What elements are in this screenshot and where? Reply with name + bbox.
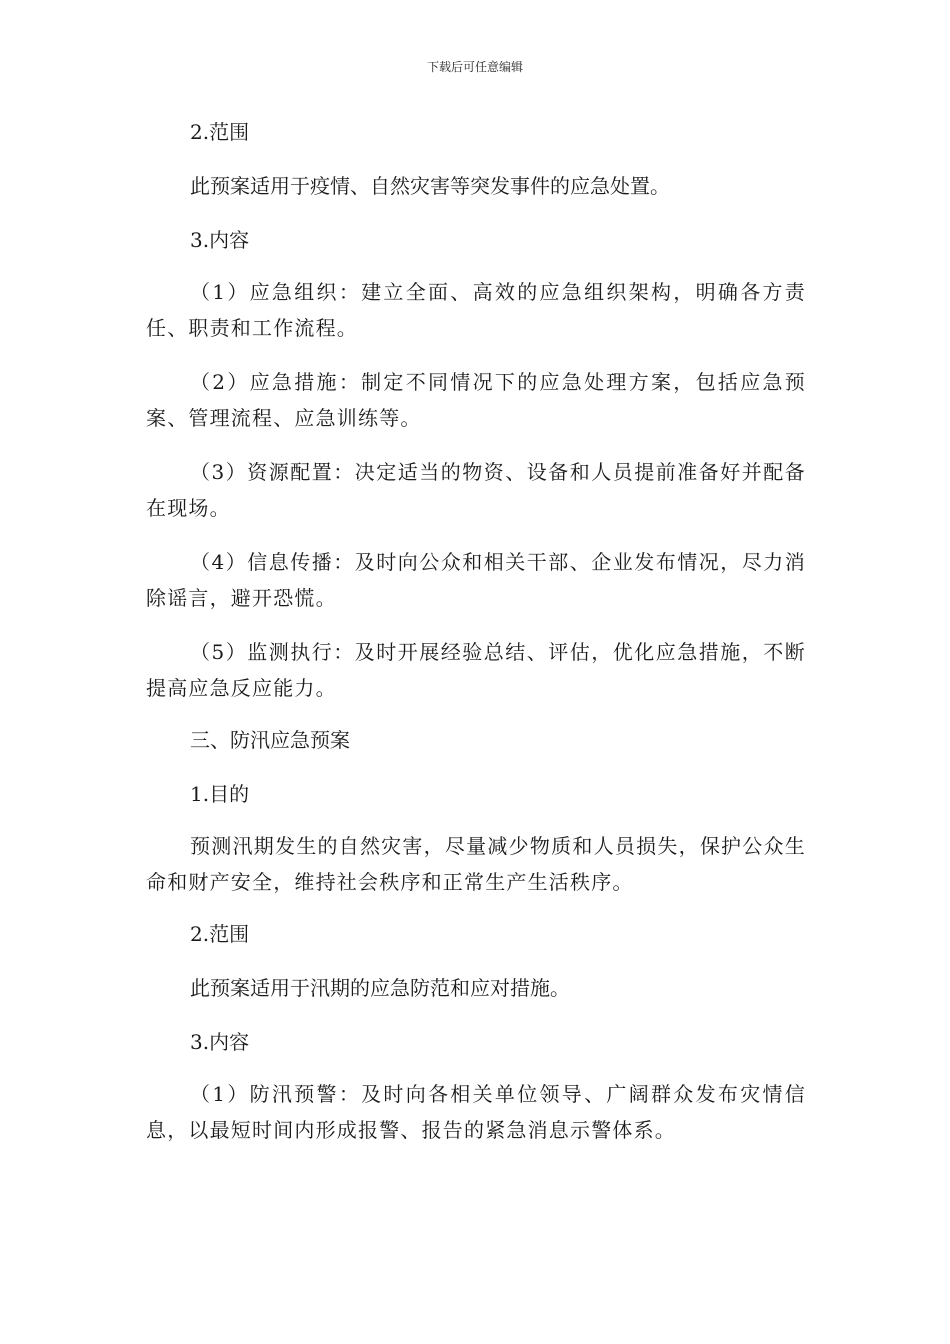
paragraph-item-5: （5）监测执行：及时开展经验总结、评估，优化应急措施，不断提高应急反应能力。	[146, 640, 806, 700]
paragraph-item-2: （2）应急措施：制定不同情况下的应急处理方案，包括应急预案、管理流程、应急训练等。	[146, 370, 806, 430]
paragraph-item-3: （3）资源配置：决定适当的物资、设备和人员提前准备好并配备在现场。	[146, 460, 806, 520]
document-body	[146, 112, 806, 1148]
chapter-heading-flood: 三、防汛应急预案	[190, 728, 350, 752]
paragraph-item-1: （1）应急组织：建立全面、高效的应急组织架构，明确各方责任、职责和工作流程。	[146, 280, 806, 340]
section-heading-content-2: 3.内容	[190, 1030, 250, 1054]
paragraph-purpose: 预测汛期发生的自然灾害，尽量减少物质和人员损失，保护公众生命和财产安全，维持社会秩序和正常生产生活秩序。	[146, 834, 806, 894]
section-heading-purpose: 1.目的	[190, 782, 250, 806]
paragraph-item-4: （4）信息传播：及时向公众和相关干部、企业发布情况，尽力消除谣言，避开恐慌。	[146, 550, 806, 610]
paragraph-flood-item-1: （1）防汛预警：及时向各相关单位领导、广阔群众发布灾情信息，以最短时间内形成报警、报告的紧急消息示警体系。	[146, 1082, 806, 1142]
page-header: 下载后可任意编辑	[426, 60, 523, 74]
paragraph-scope-2: 此预案适用于汛期的应急防范和应对措施。	[190, 976, 570, 1000]
section-heading-scope-2: 2.范围	[190, 922, 250, 946]
section-heading-scope: 2.范围	[190, 120, 250, 144]
section-heading-content: 3.内容	[190, 228, 250, 252]
paragraph-scope: 此预案适用于疫情、自然灾害等突发事件的应急处置。	[190, 174, 670, 198]
